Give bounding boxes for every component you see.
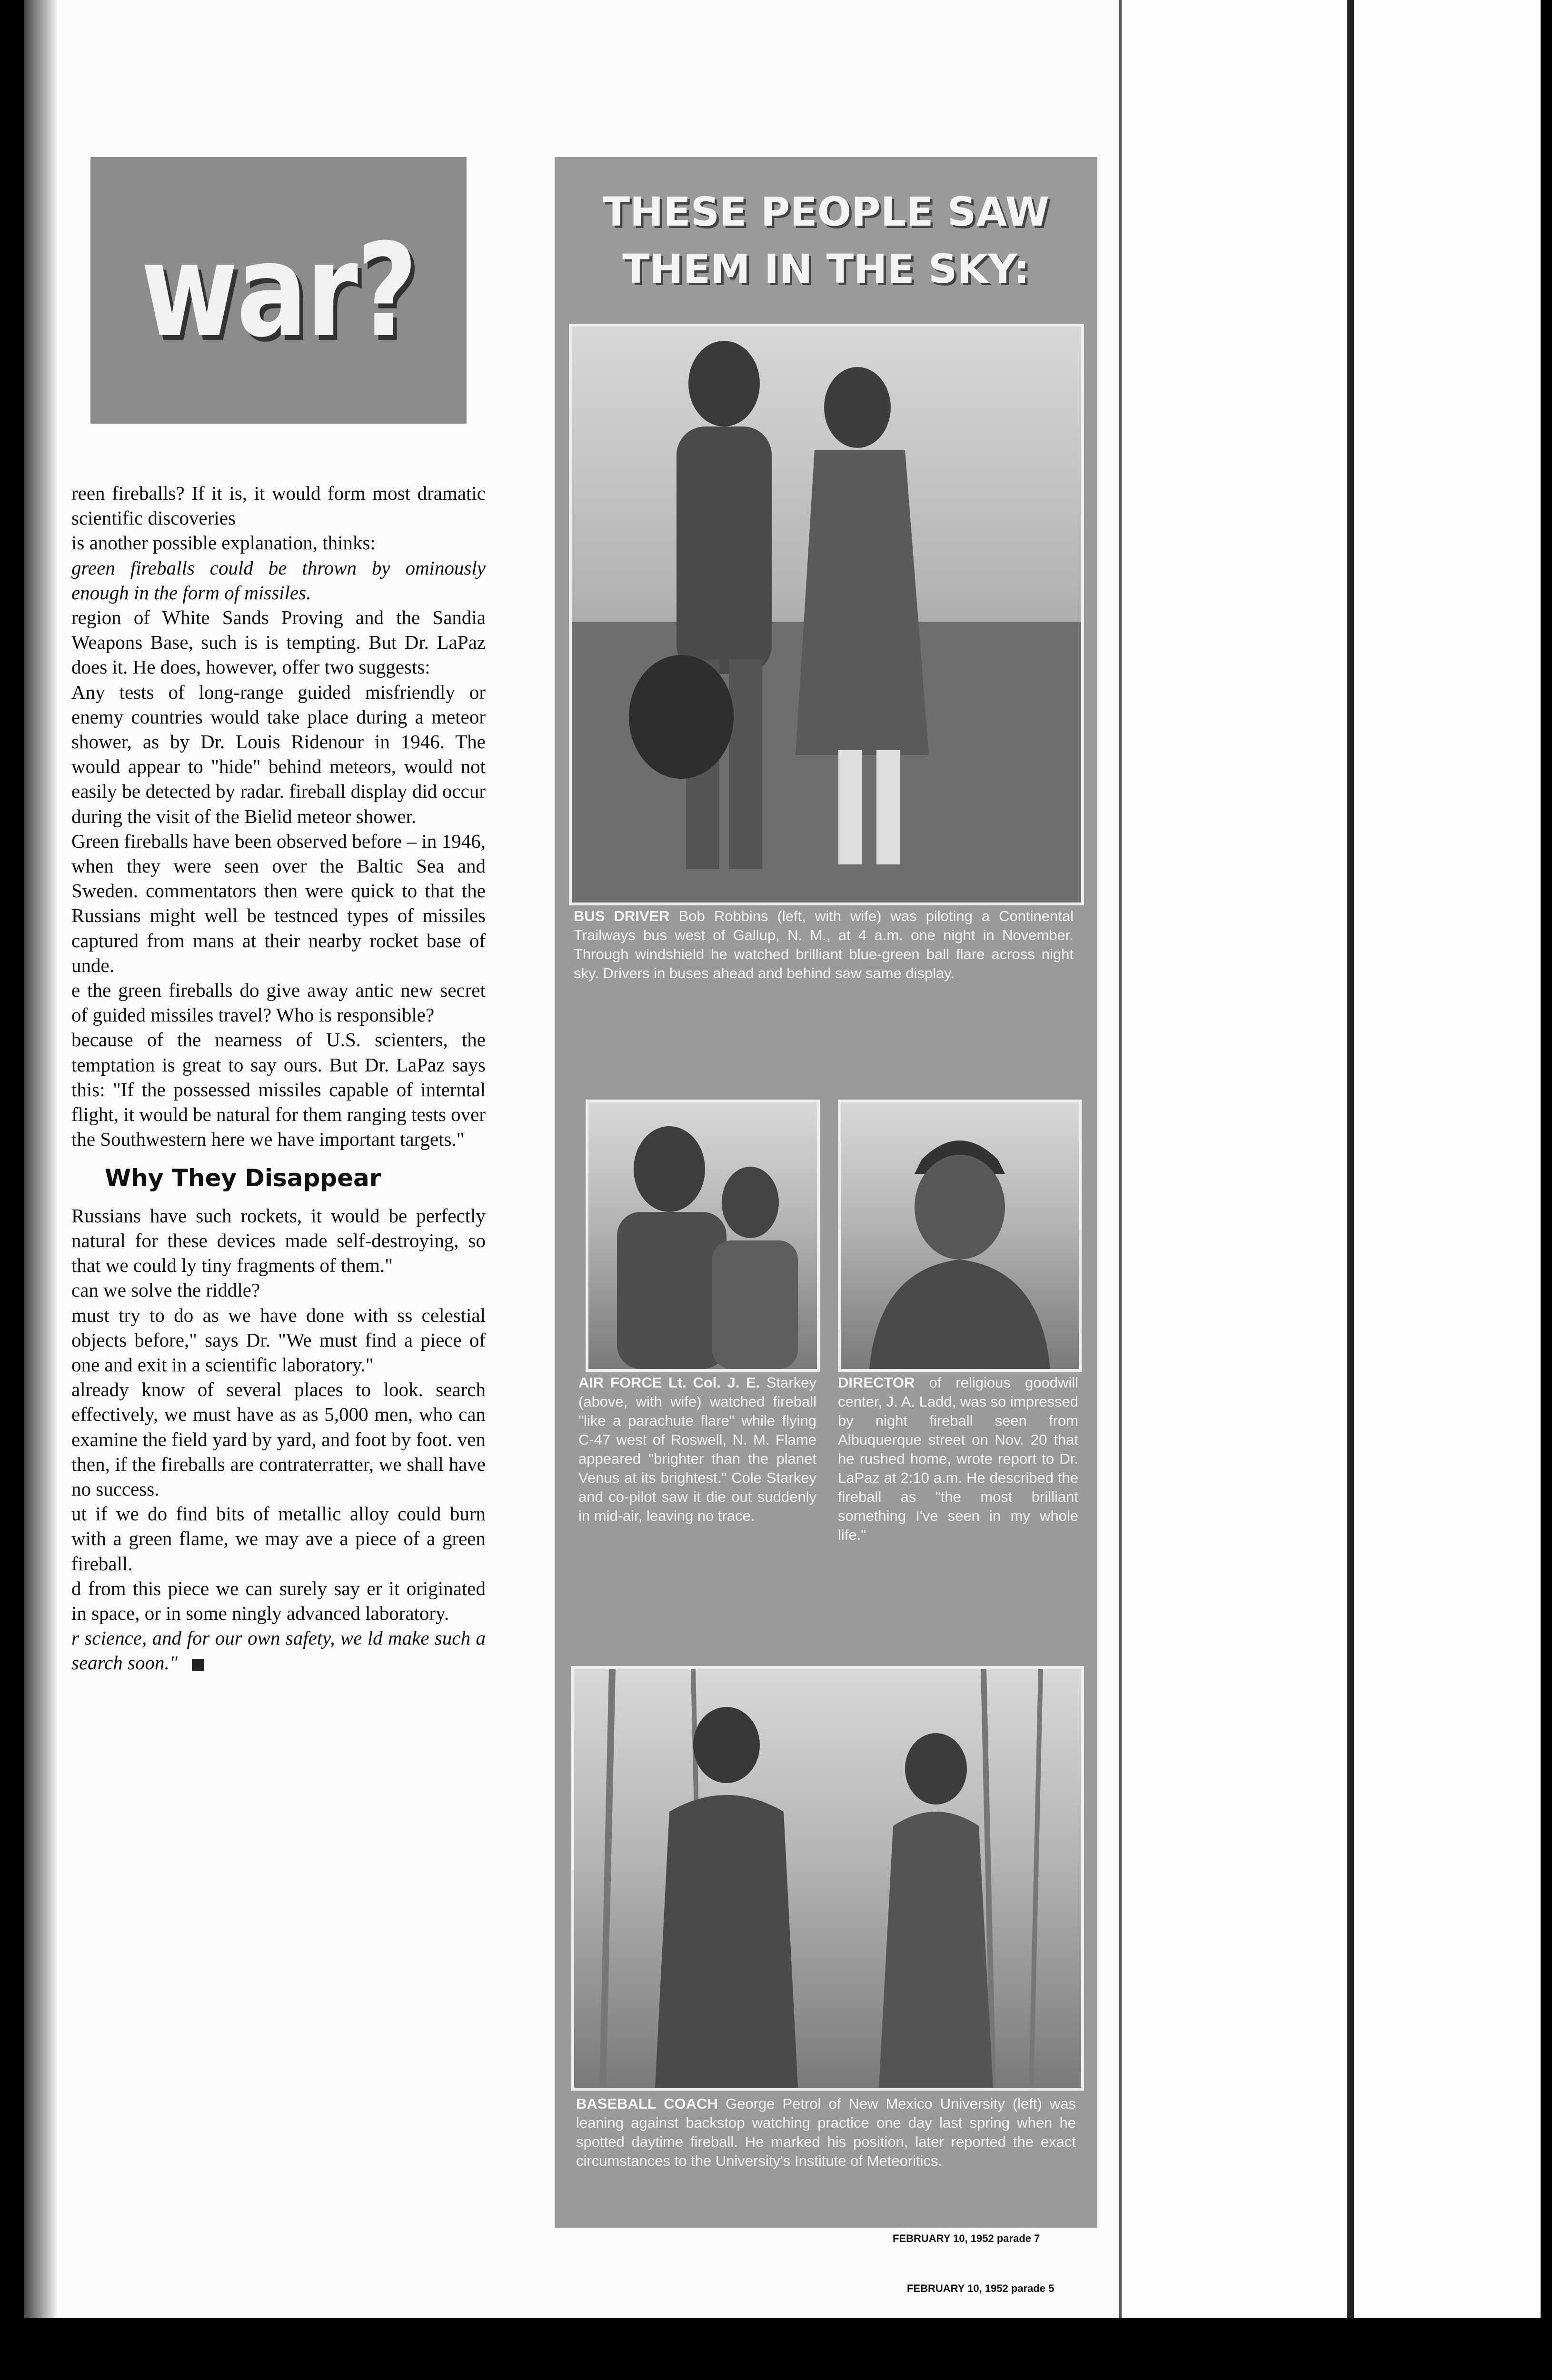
- article-paragraph: e the green fireballs do give away antic new secret of guided missiles travel? Who is responsible?: [71, 979, 486, 1026]
- caption-text: Bob Robbins (left, with wife) was piloting a Continental Trailways bus west of Gallup, N. M., at 4 a.m. one night in November. Through windshield he watched brilliant blue-green ball flare across night sky. Drivers in buses ahead and behind saw same display.: [574, 908, 1074, 982]
- caption-lead: AIR FORCE Lt. Col. J. E.: [578, 1374, 760, 1391]
- page-footer-back: FEBRUARY 10, 1952 parade 5: [907, 2282, 1055, 2294]
- photo-baseball-coach: [571, 1666, 1084, 2091]
- photo-bus-driver: [569, 324, 1084, 905]
- end-of-article-mark: [192, 1659, 204, 1671]
- article-body: [71, 481, 486, 1151]
- caption-lead: DIRECTOR: [838, 1374, 915, 1391]
- article-column: [71, 481, 486, 1676]
- headline-box: [90, 157, 467, 424]
- caption-director: [838, 1373, 1078, 1545]
- caption-bus-driver: [574, 907, 1074, 983]
- article-paragraph: already know of several places to look. search effectively, we must have as as 5,000 men, who can examine the field yard by yard, and foot by foot. ven then, if the fireballs are contraterratter, we shall have no success.: [71, 1378, 486, 1500]
- article-paragraph: because of the nearness of U.S. scienters, the temptation is great to say ours. But Dr. LaPaz says this: "If the possessed missiles capable of interntal flight, it would be natural for them ranging tests over the Southwestern here we have important targets.": [71, 1029, 486, 1150]
- article-paragraph: ut if we do find bits of metallic alloy could burn with a green flame, we may ave a piece of a green fireball.: [71, 1503, 486, 1575]
- article-paragraph: Any tests of long-range guided misfriendly or enemy countries would take place during a meteor shower, as by Dr. Louis Ridenour in 1946. The would appear to "hide" behind meteors, would not easily be detected by radar. fireball display did occur during the visit of the Bielid meteor shower.: [71, 681, 486, 827]
- article-paragraph: d from this piece we can surely say er it originated in space, or in some ningly advanced laboratory.: [71, 1577, 486, 1624]
- article-paragraph: can we solve the riddle?: [71, 1279, 260, 1301]
- panel-title-line-2: THEM IN THE SKY:: [622, 246, 1030, 292]
- photo-air-force-couple: [586, 1100, 820, 1372]
- article-paragraph: Russians have such rockets, it would be perfectly natural for these devices made self-destroying, so that we could ly tiny fragments of them.": [71, 1204, 486, 1277]
- article-paragraph: region of White Sands Proving and the Sandia Weapons Base, such is is tempting. But Dr. LaPaz does it. He does, however, offer two suggests:: [71, 606, 486, 678]
- caption-air-force: [578, 1373, 816, 1526]
- caption-text: Starkey (above, with wife) watched fireball "like a parachute flare" while flying C-47 west of Roswell, N. M. Flame appeared "brighter than the planet Venus at its brightest." Cole Starkey and co-pilot saw it die out suddenly in mid-air, leaving no trace.: [578, 1374, 816, 1524]
- caption-baseball-coach: [576, 2094, 1076, 2171]
- caption-lead: BUS DRIVER: [574, 908, 670, 924]
- panel-title: [588, 183, 1064, 298]
- article-body-continued: [71, 1203, 486, 1676]
- article-paragraph: must try to do as we have done with ss celestial objects before," says Dr. "We must find a piece of one and exit in a scientific laboratory.": [71, 1304, 486, 1376]
- headline: war?: [140, 215, 417, 366]
- panel-title-line-1: THESE PEOPLE SAW: [602, 188, 1050, 235]
- torn-page-edge: [1347, 0, 1354, 2318]
- photo-director: [838, 1100, 1082, 1372]
- article-paragraph: reen fireballs? If it is, it would form most dramatic scientific discoveries: [71, 482, 486, 529]
- caption-text: George Petrol of New Mexico University (left) was leaning against backstop watching practice one day last spring when he spotted daytime fireball. He marked his position, later reported the exact circumstances to the University's Institute of Meteoritics.: [576, 2095, 1076, 2169]
- article-subhead: Why They Disappear: [105, 1164, 381, 1192]
- underlying-page-edge: [1119, 0, 1541, 2318]
- witness-panel: [555, 157, 1097, 2228]
- page-footer-front: FEBRUARY 10, 1952 parade 7: [893, 2232, 1040, 2244]
- caption-text: of religious goodwill center, J. A. Ladd, was so impressed by night fireball seen from Albuquerque street on Nov. 20 that he rushed home, wrote report to Dr. LaPaz at 2:10 a.m. He described the fireball as "the most brilliant something I've seen in my whole life.": [838, 1374, 1078, 1543]
- article-paragraph: Green fireballs have been observed before – in 1946, when they were seen over the Baltic Sea and Sweden. commentators then were quick to that the Russians might well be testnced types of missiles captured from mans at their nearby rocket base of unde.: [71, 830, 486, 976]
- article-paragraph: is another possible explanation, thinks:: [71, 532, 376, 554]
- scan-shadow: [24, 0, 57, 2318]
- article-paragraph: green fireballs could be thrown by ominously enough in the form of missiles.: [71, 556, 486, 604]
- article-paragraph: r science, and for our own safety, we ld make such a search soon.": [71, 1627, 486, 1674]
- caption-lead: BASEBALL COACH: [576, 2095, 718, 2112]
